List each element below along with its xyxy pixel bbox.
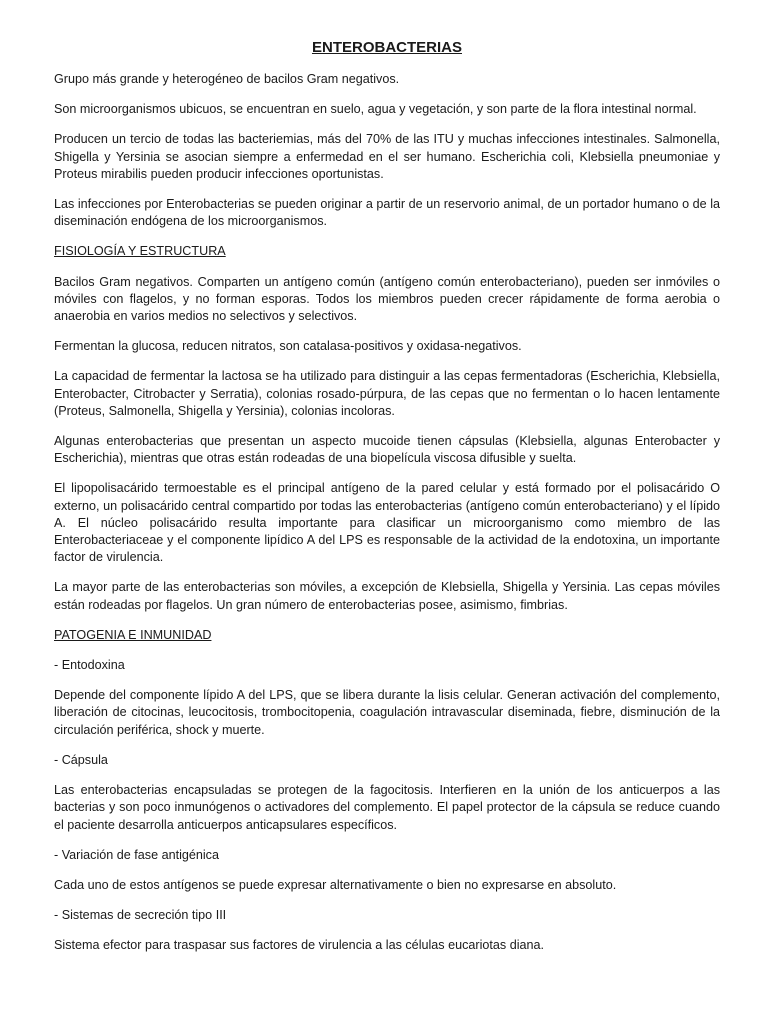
patogenia-item-text-1: Depende del componente lípido A del LPS, que se libera durante la lisis celular. Generan activación del complemento, liberación de citocinas, leucocitosis, trombocitopenia, coagulación intravascular diseminada, fiebre, disminución de la circulación periférica, shock y muerte. [54, 688, 720, 737]
patogenia-item-label-4: - Sistemas de secreción tipo III [54, 908, 227, 923]
fisiologia-paragraph-3: La capacidad de fermentar la lactosa se ha utilizado para distinguir a las cepas fermentadoras (Escherichia, Klebsiella, Enterobacter, Citrobacter y Serratia), colonias rosado-púrpura, de las cepas que no fermentan o lo hacen lentamente (Proteus, Salmonella, Shigella y Yersinia), colonias incoloras. [54, 369, 720, 418]
patogenia-item-text-3: Cada uno de estos antígenos se puede expresar alternativamente o bien no expresarse en absoluto. [54, 877, 617, 892]
intro-paragraph-4: Las infecciones por Enterobacterias se pueden originar a partir de un reservorio animal, de un portador humano o de la diseminación endógena de los microorganismos. [54, 197, 720, 229]
section-heading-fisiologia: FISIOLOGÍA Y ESTRUCTURA [54, 244, 226, 259]
fisiologia-paragraph-1: Bacilos Gram negativos. Comparten un antígeno común (antígeno común enterobacteriano), pueden ser inmóviles o móviles con flagelos, y no forman esporas. Todos los miembros pueden crecer rápidamente de forma aerobia o anaerobia en varios medios no selectivos y selectivos. [54, 274, 720, 324]
fisiologia-paragraph-6: La mayor parte de las enterobacterias son móviles, a excepción de Klebsiella, Shigella y Yersinia. Las cepas móviles están rodeadas por flagelos. Un gran número de enterobacterias posee, asimismo, fimbrias. [54, 580, 720, 612]
intro-paragraph-1: Grupo más grande y heterogéneo de bacilos Gram negativos. [54, 72, 400, 86]
document-page [54, 38, 720, 968]
fisiologia-paragraph-2: Fermentan la glucosa, reducen nitratos, son catalasa-positivos y oxidasa-negativos. [54, 339, 522, 354]
intro-paragraph-2: Son microorganismos ubicuos, se encuentran en suelo, agua y vegetación, y son parte de la flora intestinal normal. [54, 102, 697, 117]
fisiologia-paragraph-5: El lipopolisacárido termoestable es el principal antígeno de la pared celular y está formado por el polisacárido O externo, un polisacárido central compartido por todas las enterobacterias (antígeno común enterobacteriano) y el lípido A. El núcleo polisacárido resulta importante para clasificar un microorganismo como miembro de las Enterobacteriaceae y el componente lipídico A del LPS es responsable de la actividad de la endotoxina, un importante factor de virulencia. [54, 481, 720, 565]
patogenia-item-label-3: - Variación de fase antigénica [54, 847, 219, 862]
patogenia-item-text-2: Las enterobacterias encapsuladas se protegen de la fagocitosis. Interfieren en la unión de los anticuerpos a las bacterias y son poco inmunógenos o activadores del complemento. El papel protector de la cápsula se reduce cuando el paciente desarrolla anticuerpos anticapsulares específicos. [54, 783, 720, 832]
document-title: ENTEROBACTERIAS [311, 39, 462, 56]
patogenia-item-label-1: - Entodoxina [54, 658, 125, 673]
patogenia-item-text-4: Sistema efector para traspasar sus factores de virulencia a las células eucariotas diana. [54, 938, 545, 953]
patogenia-item-label-2: - Cápsula [54, 752, 108, 767]
section-heading-patogenia: PATOGENIA E INMUNIDAD [54, 627, 212, 642]
fisiologia-paragraph-4: Algunas enterobacterias que presentan un aspecto mucoide tienen cápsulas (Klebsiella, algunas Enterobacter y Escherichia), mientras que otras están rodeadas de una biopelícula viscosa difusible y suelta. [54, 434, 720, 466]
intro-paragraph-3: Producen un tercio de todas las bacteriemias, más del 70% de las ITU y muchas infecciones intestinales. Salmonella, Shigella y Yersinia se asocian siempre a enfermedad en el ser humano. Escherichia coli, Klebsiella pneumoniae y Proteus mirabilis pueden producir infecciones oportunistas. [54, 132, 720, 181]
